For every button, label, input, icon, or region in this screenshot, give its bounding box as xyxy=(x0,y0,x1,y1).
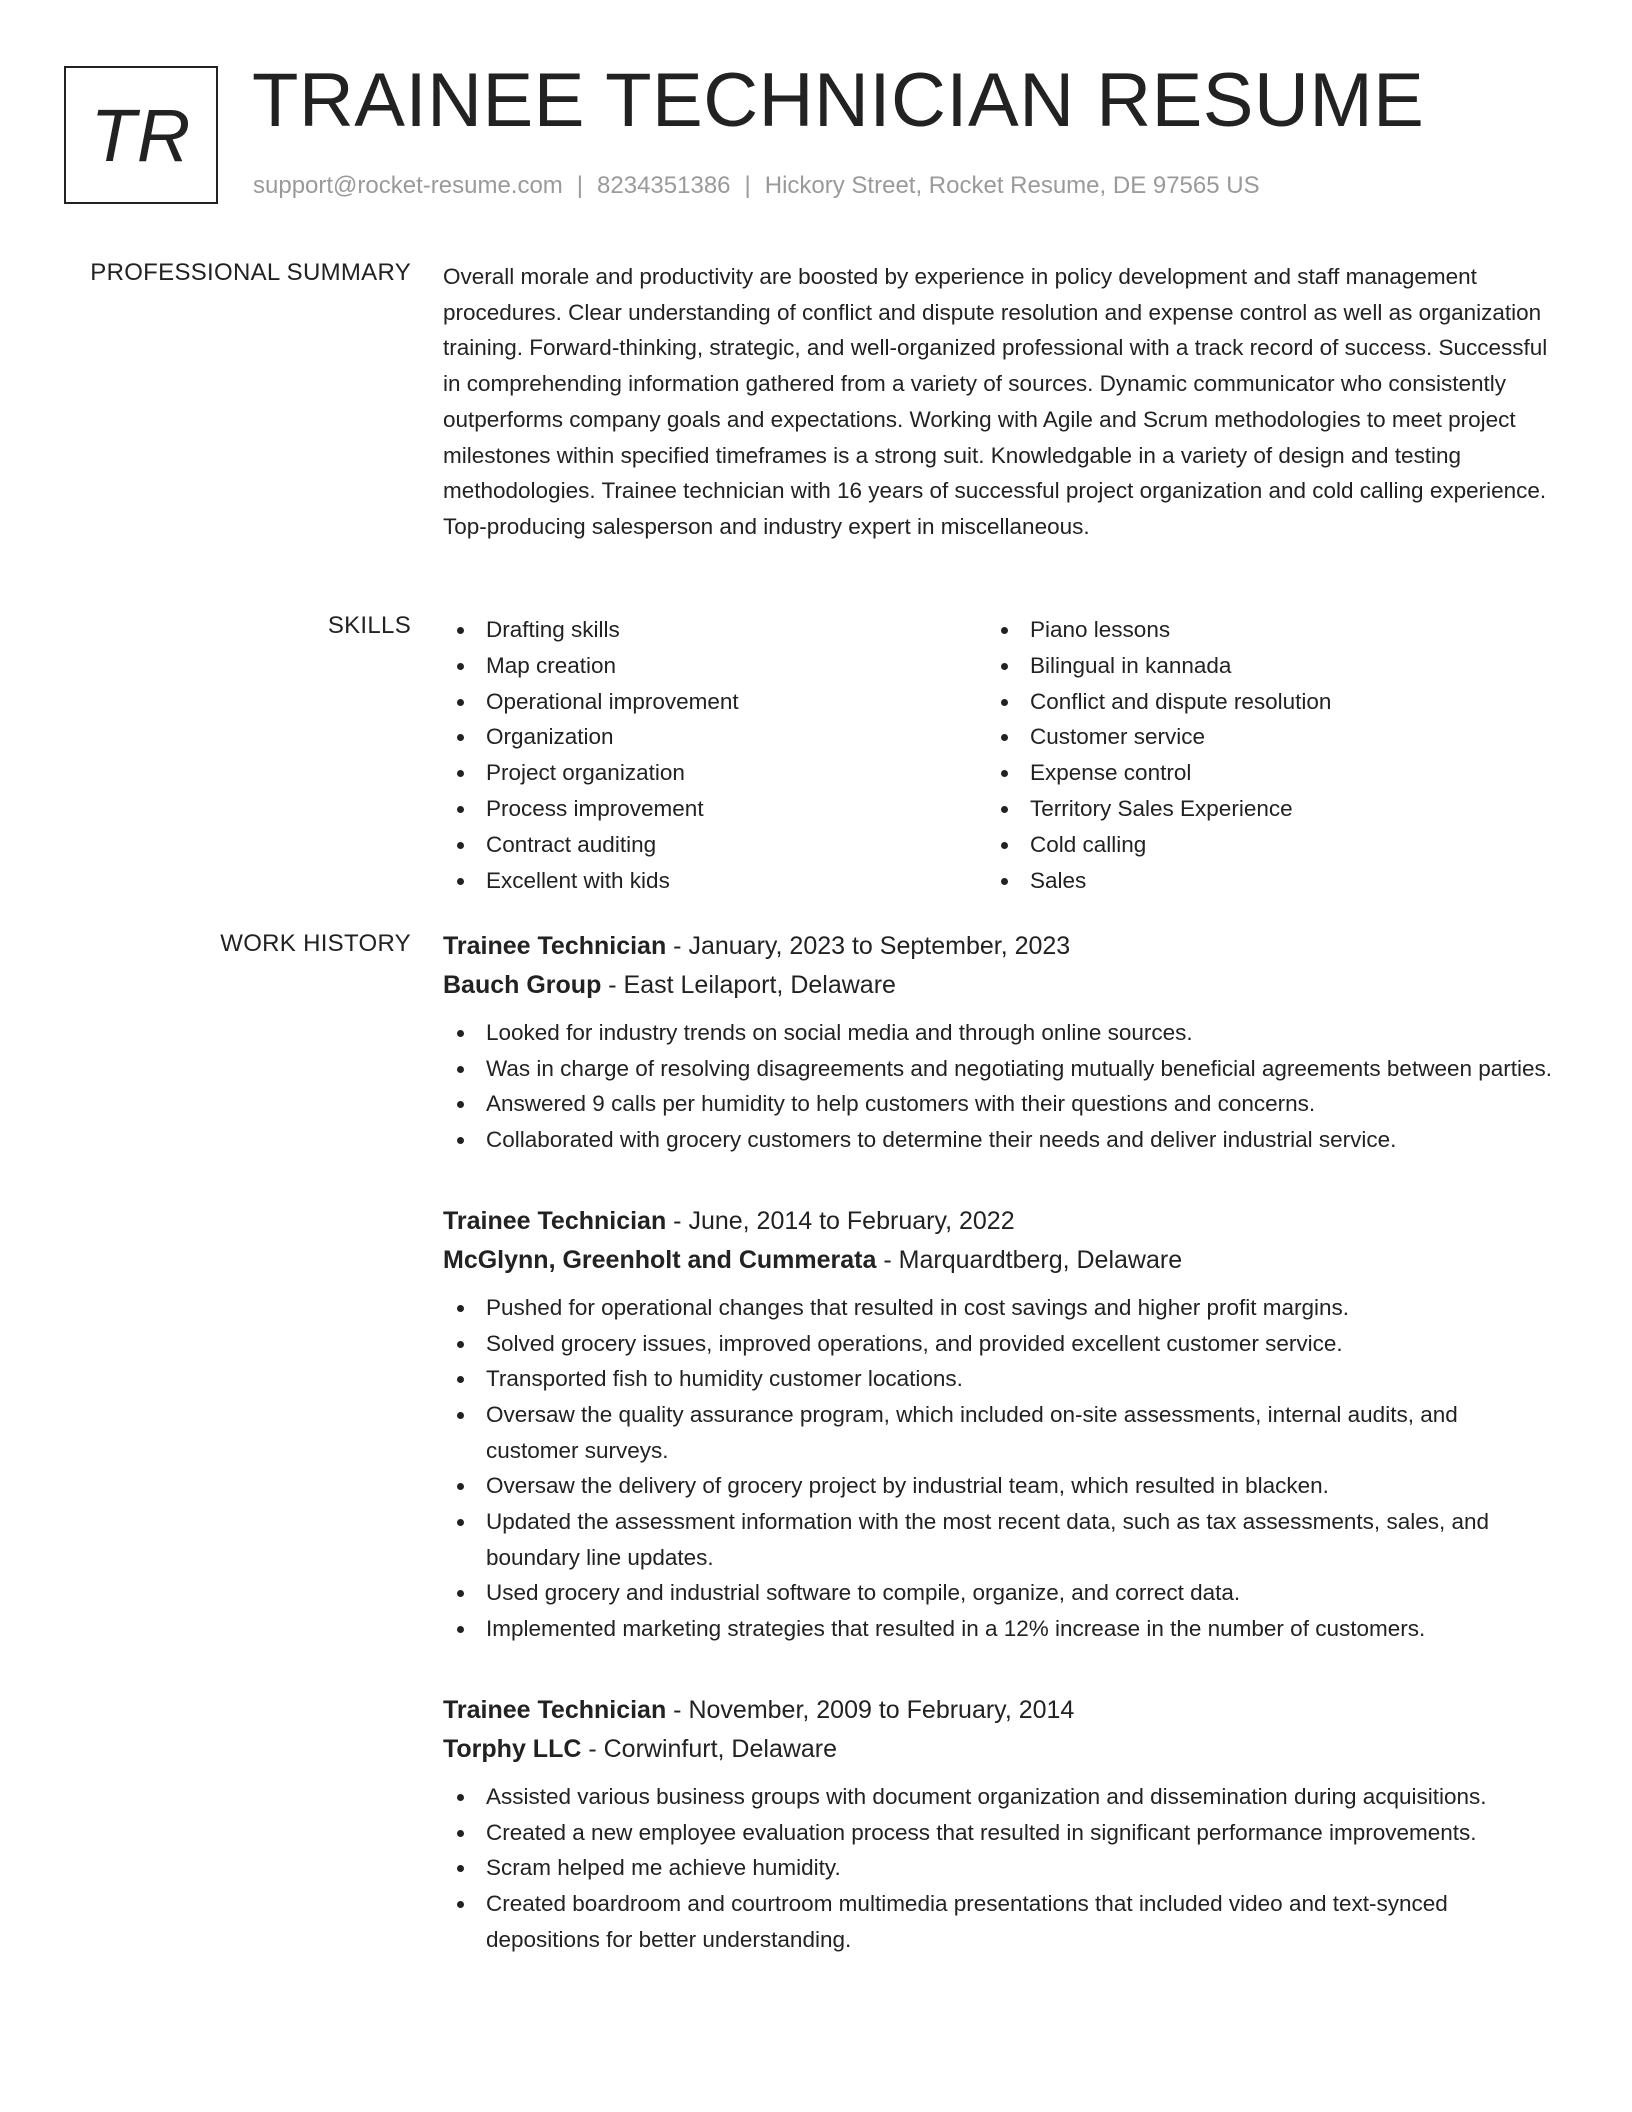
resume-title: TRAINEE TECHNICIAN RESUME xyxy=(252,58,1425,143)
skill-item: Conflict and dispute resolution xyxy=(987,684,1531,720)
job-bullet: Used grocery and industrial software to compile, organize, and correct data. xyxy=(443,1575,1555,1611)
job-bullets xyxy=(443,1290,1555,1647)
job-dates: - January, 2023 to September, 2023 xyxy=(666,932,1071,960)
job-entry xyxy=(443,927,1555,1158)
job-location: - East Leilaport, Delaware xyxy=(601,971,896,999)
job-title-line xyxy=(443,927,1555,966)
skill-item: Excellent with kids xyxy=(443,863,987,899)
skills-list-left xyxy=(443,612,987,898)
skill-item: Map creation xyxy=(443,648,987,684)
skills-grid xyxy=(443,612,1555,898)
contact-separator: | xyxy=(744,172,751,199)
skills-list-right xyxy=(987,612,1531,898)
job-dates: - November, 2009 to February, 2014 xyxy=(666,1695,1075,1724)
contact-address: Hickory Street, Rocket Resume, DE 97565 US xyxy=(764,172,1260,199)
job-bullet: Pushed for operational changes that resulted in cost savings and higher profit margins. xyxy=(443,1290,1555,1326)
job-bullet: Transported fish to humidity customer locations. xyxy=(443,1361,1555,1397)
job-location: - Marquardtberg, Delaware xyxy=(876,1245,1183,1274)
skill-item: Organization xyxy=(443,719,987,755)
job-bullet: Updated the assessment information with the most recent data, such as tax assessments, sales, and boundary line updates. xyxy=(443,1504,1555,1575)
work-history-body xyxy=(443,927,1555,1957)
contact-phone[interactable]: 8234351386 xyxy=(597,172,731,199)
skill-item: Expense control xyxy=(987,755,1531,791)
skill-item: Bilingual in kannada xyxy=(987,648,1531,684)
skill-item: Process improvement xyxy=(443,791,987,827)
skill-item: Piano lessons xyxy=(987,612,1531,648)
job-bullets xyxy=(443,1779,1555,1958)
job-company-line xyxy=(443,966,1555,1005)
job-company-line xyxy=(443,1730,1555,1769)
job-dates: - June, 2014 to February, 2022 xyxy=(666,1206,1015,1235)
job-entry xyxy=(443,1202,1555,1647)
summary-heading: PROFESSIONAL SUMMARY xyxy=(90,259,411,286)
summary-body xyxy=(443,259,1555,545)
contact-email[interactable]: support@rocket-resume.com xyxy=(253,172,563,199)
contact-line xyxy=(253,172,1260,200)
job-company: McGlynn, Greenholt and Cummerata xyxy=(443,1245,877,1274)
skills-heading: SKILLS xyxy=(327,612,411,639)
job-bullet: Created boardroom and courtroom multimedia presentations that included video and text-synced depositions for better understanding. xyxy=(443,1886,1555,1957)
monogram-box xyxy=(64,66,218,204)
job-bullet: Created a new employee evaluation process that resulted in significant performance improvements. xyxy=(443,1815,1555,1851)
job-bullet: Oversaw the quality assurance program, which included on-site assessments, internal audits, and customer surveys. xyxy=(443,1397,1555,1468)
job-bullets xyxy=(443,1015,1555,1158)
skill-item: Territory Sales Experience xyxy=(987,791,1531,827)
job-bullet: Solved grocery issues, improved operations, and provided excellent customer service. xyxy=(443,1326,1555,1362)
summary-text: Overall morale and productivity are boosted by experience in policy development and staff management procedures. Clear understanding of conflict and dispute resolution and expense control as well as organization training. Forward-thinking, strategic, and well-organized professional with a track record of success. Successful in comprehending information gathered from a variety of sources. Dynamic communicator who consistently outperforms company goals and expectations. Working with Agile and Scrum methodologies to meet project milestones within specified timeframes is a strong suit. Knowledgable in a variety of design and testing methodologies. Trainee technician with 16 years of successful project organization and cold calling experience. Top-producing salesperson and industry expert in miscellaneous. xyxy=(443,264,1548,539)
job-bullet: Oversaw the delivery of grocery project by industrial team, which resulted in blacken. xyxy=(443,1468,1555,1504)
job-entry xyxy=(443,1691,1555,1958)
job-company: Bauch Group xyxy=(443,971,602,999)
job-bullet: Implemented marketing strategies that resulted in a 12% increase in the number of customers. xyxy=(443,1611,1555,1647)
job-bullet: Collaborated with grocery customers to determine their needs and deliver industrial service. xyxy=(443,1122,1555,1158)
job-title-line xyxy=(443,1202,1555,1241)
job-company: Torphy LLC xyxy=(443,1734,582,1763)
skill-item: Cold calling xyxy=(987,827,1531,863)
job-bullet: Answered 9 calls per humidity to help customers with their questions and concerns. xyxy=(443,1086,1555,1122)
skill-item: Drafting skills xyxy=(443,612,987,648)
job-bullet: Was in charge of resolving disagreements and negotiating mutually beneficial agreements between parties. xyxy=(443,1051,1555,1087)
skill-item: Project organization xyxy=(443,755,987,791)
skill-item: Sales xyxy=(987,863,1531,899)
skill-item: Contract auditing xyxy=(443,827,987,863)
skills-body xyxy=(443,612,1555,898)
job-location: - Corwinfurt, Delaware xyxy=(581,1734,838,1763)
job-title-line xyxy=(443,1691,1555,1730)
job-title: Trainee Technician xyxy=(443,932,667,960)
job-company-line xyxy=(443,1241,1555,1280)
job-bullet: Scram helped me achieve humidity. xyxy=(443,1850,1555,1886)
job-title: Trainee Technician xyxy=(443,1206,667,1235)
job-bullet: Assisted various business groups with document organization and dissemination during acquisitions. xyxy=(443,1779,1555,1815)
job-bullet: Looked for industry trends on social media and through online sources. xyxy=(443,1015,1555,1051)
skill-item: Customer service xyxy=(987,719,1531,755)
work-history-heading: WORK HISTORY xyxy=(220,930,411,957)
skill-item: Operational improvement xyxy=(443,684,987,720)
monogram-initials: TR xyxy=(90,93,192,177)
job-title: Trainee Technician xyxy=(443,1695,667,1724)
contact-separator: | xyxy=(576,172,584,199)
